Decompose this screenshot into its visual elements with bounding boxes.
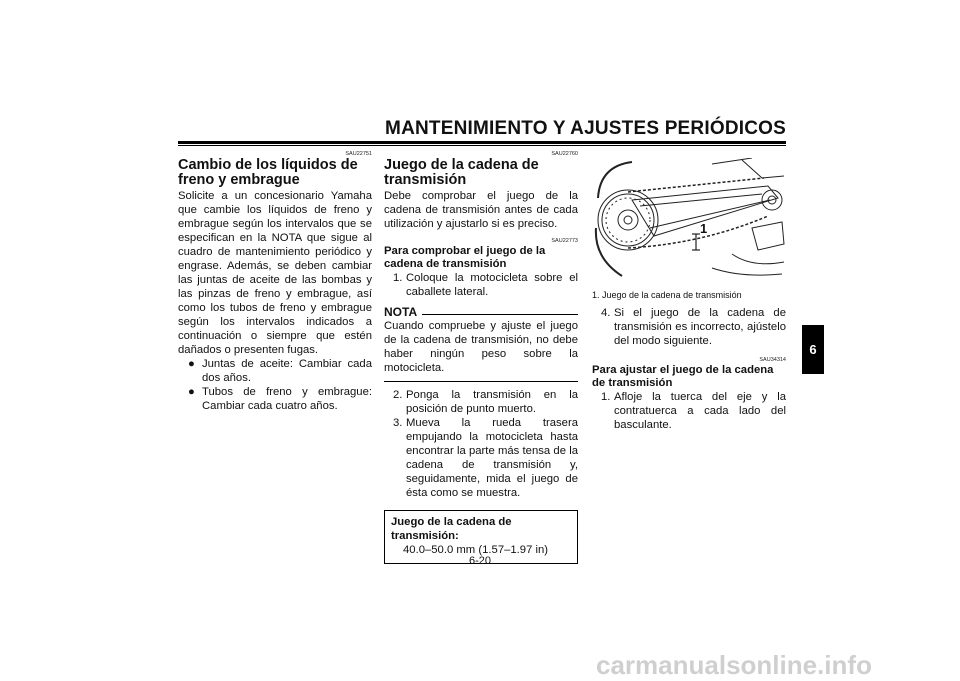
- column-chain-figure: [592, 150, 786, 432]
- step-item: [384, 271, 578, 299]
- chapter-tab: 6: [802, 325, 824, 374]
- chain-illustration-drawing: [592, 158, 786, 280]
- step-number: 1.: [393, 272, 403, 284]
- note-text: Cuando compruebe y ajuste el juego de la cadena de transmisión, no debe haber ningún peso sobre la motocicleta.: [384, 320, 578, 374]
- step-item: [592, 306, 786, 348]
- step-number: 3.: [393, 417, 403, 429]
- figure-caption: 1. Juego de la cadena de transmisión: [592, 290, 742, 300]
- bullet-dot-icon: ●: [188, 386, 195, 398]
- section-code: SAU22751: [345, 151, 372, 157]
- step-number: 1.: [601, 391, 611, 403]
- header-rule: [178, 141, 786, 144]
- subsection-code: SAU34314: [759, 357, 786, 363]
- subsection-heading: Para comprobar el juego de la cadena de transmisión: [384, 245, 546, 270]
- watermark-text: carmanualsonline.info: [596, 650, 872, 680]
- bullet-item: [178, 357, 372, 385]
- chain-slack-illustration: [592, 158, 786, 280]
- step-text: Coloque la motocicleta sobre el caballete lateral.: [406, 272, 578, 298]
- subsection-code: SAU22773: [551, 238, 578, 244]
- note-rule: [422, 314, 578, 315]
- spec-value: 40.0–50.0 mm (1.57–1.97 in): [403, 544, 549, 556]
- note-end-rule: [384, 381, 578, 382]
- section-code: SAU22760: [551, 151, 578, 157]
- step-text: Si el juego de la cadena de transmisión es incorrecto, ajústelo del modo siguiente.: [614, 307, 786, 347]
- bullet-text: Juntas de aceite: Cambiar cada dos años.: [202, 358, 372, 384]
- step-text: Afloje la tuerca del eje y la contratuerca a cada lado del basculante.: [614, 391, 786, 431]
- step-item: [592, 390, 786, 432]
- header-rule-thin: [178, 145, 786, 146]
- section-body: Solicite a un concesionario Yamaha que cambie los líquidos de freno y embrague según los intervalos que se especifican en la NOTA que sigue al cuadro de mantenimiento periódico y engrase. Además, se deben cambiar las juntas de aceite de las bombas y las pinzas de freno y embrague, así como los tubos de freno y embrague según los intervalos indicados a continuación o siempre que estén dañados o presenten fugas.: [178, 190, 372, 356]
- page-header-title: MANTENIMIENTO Y AJUSTES PERIÓDICOS: [385, 118, 786, 139]
- step-text: Ponga la transmisión en la posición de punto muerto.: [406, 389, 578, 415]
- figure-callout-number: 1: [700, 221, 708, 236]
- step-number: 4.: [601, 307, 611, 319]
- section-heading: Juego de la cadena de transmisión: [384, 157, 539, 188]
- column-chain-slack: [384, 150, 578, 564]
- bullet-item: [178, 385, 372, 413]
- column-brake-clutch-fluid: [178, 150, 372, 413]
- step-number: 2.: [393, 389, 403, 401]
- section-body: Debe comprobar el juego de la cadena de transmisión antes de cada utilización y ajustarlo si es preciso.: [384, 190, 578, 230]
- step-text: Mueva la rueda trasera empujando la motocicleta hasta encontrar la parte más tensa de la cadena de transmisión y, seguidamente, mida el juego de ésta como se muestra.: [406, 417, 578, 499]
- subsection-heading: Para ajustar el juego de la cadena de transmisión: [592, 364, 774, 389]
- page-number: 6-20: [468, 555, 492, 567]
- section-heading: Cambio de los líquidos de freno y embrague: [178, 157, 358, 188]
- note-header: [384, 305, 578, 319]
- step-item: [384, 416, 578, 500]
- bullet-text: Tubos de freno y embrague: Cambiar cada cuatro años.: [202, 386, 372, 412]
- bullet-dot-icon: ●: [188, 358, 195, 370]
- spec-title: Juego de la cadena de transmisión:: [391, 516, 512, 542]
- note-label: NOTA: [384, 305, 418, 319]
- step-item: [384, 388, 578, 416]
